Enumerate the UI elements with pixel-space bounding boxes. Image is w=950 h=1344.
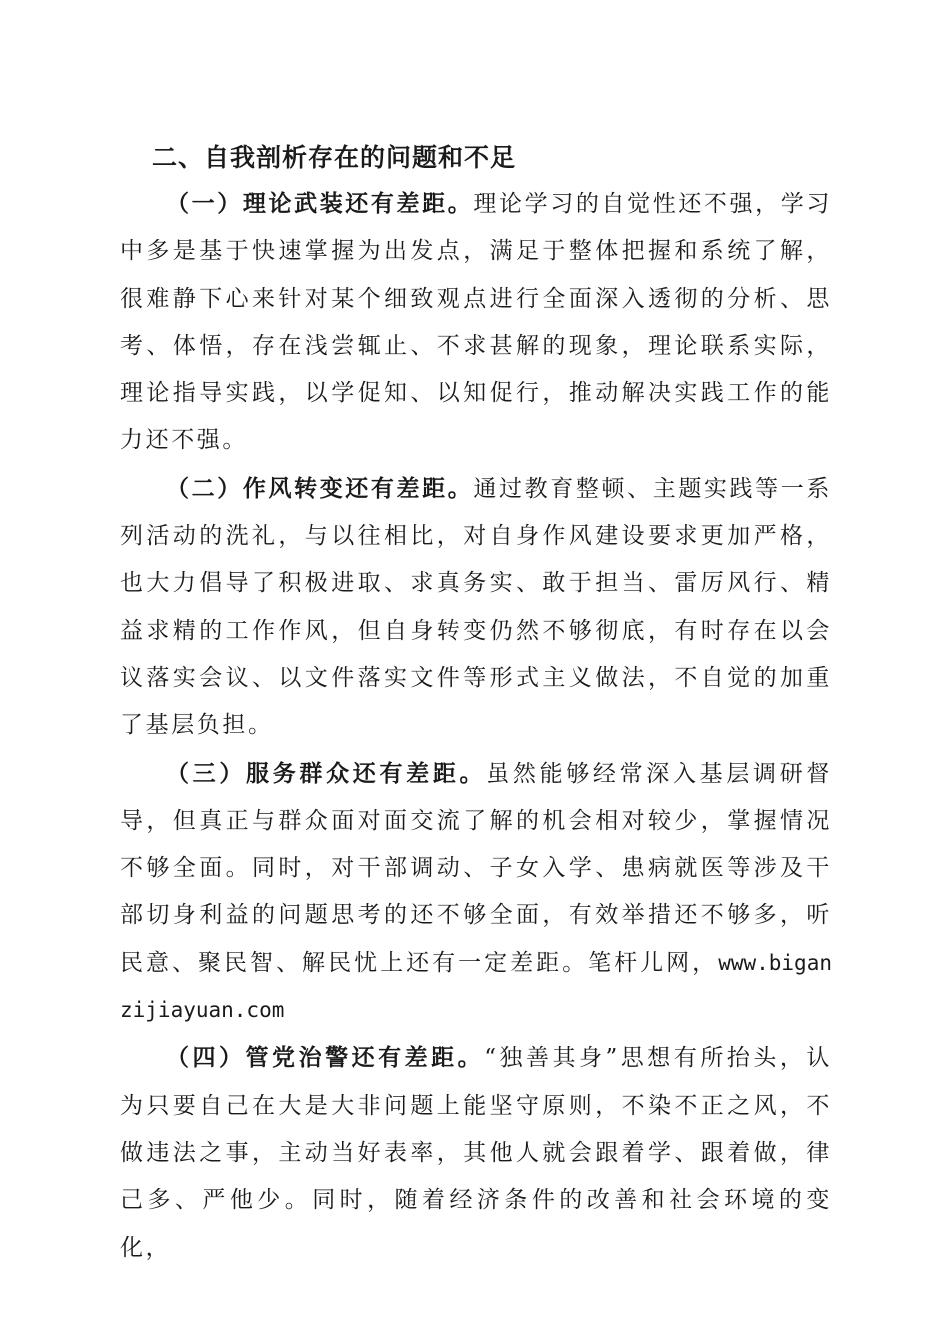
paragraph-theory [120, 180, 832, 465]
paragraph-party [120, 1034, 832, 1271]
document-page [120, 136, 832, 1272]
paragraph-body: 理论学习的自觉性还不强，学习中多是基于快速掌握为出发点，满足于整体把握和系统了解，很难静下心来针对某个细致观点进行全面深入透彻的分析、思考、体悟，存在浅尝辄止、不求甚解的现象，理论联系实际，理论指导实践，以学促知、以知促行，推动解决实践工作的能力还不强。 [120, 191, 832, 454]
paragraph-service [120, 750, 832, 1035]
paragraph-style [120, 465, 832, 750]
paragraph-lead: （四）管党治警还有差距。 [166, 1044, 485, 1072]
website-url: www.biganzijiayuan.com [120, 950, 832, 1023]
section-heading: 二、自我剖析存在的问题和不足 [152, 143, 517, 172]
paragraph-lead: （二）作风转变还有差距。 [166, 474, 474, 502]
paragraph-lead: （一）理论武装还有差距。 [166, 190, 474, 217]
paragraph-lead: （三）服务群众还有差距。 [166, 759, 487, 787]
paragraph-body: 通过教育整顿、主题实践等一系列活动的洗礼，与以往相比，对自身作风建设要求更加严格，也大力倡导了积极进取、求真务实、敢于担当、雷厉风行、精益求精的工作作风，但自身转变仍然不够彻底，有时存在以会议落实会议、以文件落实文件等形式主义做法，不自觉的加重了基层负担。 [120, 475, 832, 739]
paragraph-body: “独善其身”思想有所抬头，认为只要自己在大是大非问题上能坚守原则，不染不正之风，不做违法之事，主动当好表率，其他人就会跟着学、跟着做，律己多、严他少。同时，随着经济条件的改善和社会环境的变化， [120, 1045, 832, 1261]
paragraph-body: 虽然能够经常深入基层调研督导，但真正与群众面对面交流了解的机会相对较少，掌握情况不够全面。同时，对干部调动、子女入学、患病就医等涉及干部切身利益的问题思考的还不够全面，有效举措还不够多，听民意、聚民智、解民忧上还有一定差距。笔杆儿网， [120, 760, 832, 976]
